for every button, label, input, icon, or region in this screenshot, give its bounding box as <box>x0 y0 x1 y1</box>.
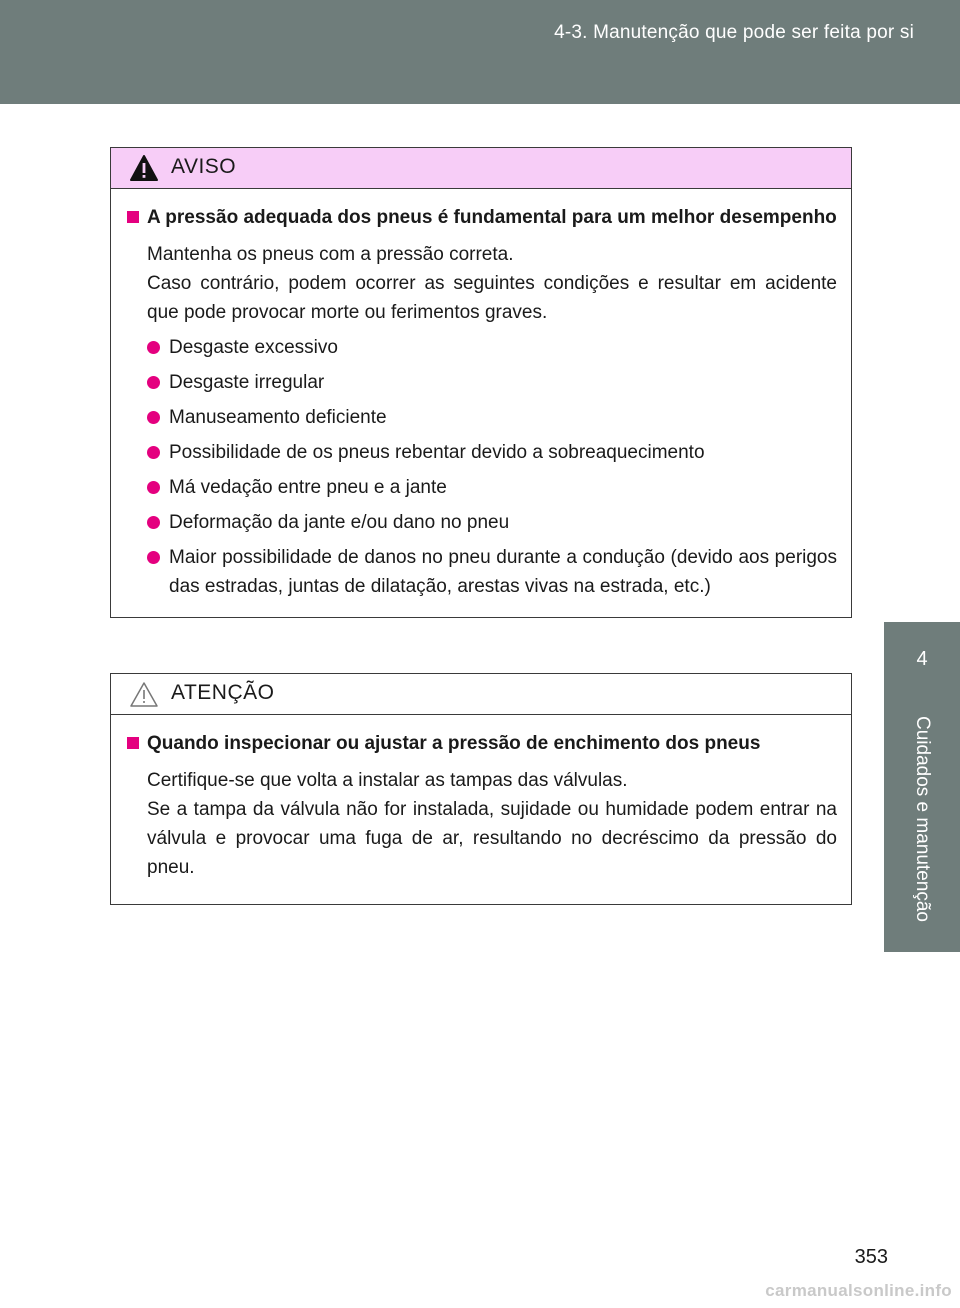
list-item-text: Desgaste irregular <box>169 372 325 393</box>
caution-paragraph: Se a tampa da válvula não for instalada, sujidade ou humidade podem entrar na válvula e provocar uma fuga de ar, resultando no decréscimo da pressão do pneu. <box>147 799 837 878</box>
warning-paragraph: Mantenha os pneus com a pressão correta. <box>147 244 514 265</box>
caution-heading-text: Quando inspecionar ou ajustar a pressão de enchimento dos pneus <box>147 733 761 754</box>
caution-box <box>110 673 852 905</box>
list-item-text: Desgaste excessivo <box>169 337 338 358</box>
list-item-text: Manuseamento deficiente <box>169 407 387 428</box>
caution-box-body <box>111 715 851 904</box>
warning-heading-text: A pressão adequada dos pneus é fundamental para um melhor desempenho <box>147 207 837 228</box>
list-item <box>127 438 837 467</box>
caution-paragraph: Certifique-se que volta a instalar as tampas das válvulas. <box>147 770 628 791</box>
warning-paragraph: Caso contrário, podem ocorrer as seguintes condições e resultar em acidente que pode provocar morte ou ferimentos graves. <box>147 273 837 323</box>
circle-bullet-icon <box>147 446 160 459</box>
list-item-text: Má vedação entre pneu e a jante <box>169 477 447 498</box>
warning-paragraphs <box>147 240 837 327</box>
header-bar <box>0 0 960 104</box>
caution-box-title: ATENÇÃO <box>171 681 275 704</box>
chapter-side-tab <box>884 622 960 952</box>
page-number: 353 <box>854 1246 888 1268</box>
list-item-text: Deformação da jante e/ou dano no pneu <box>169 512 510 533</box>
list-item-text: Maior possibilidade de danos no pneu durante a condução (devido aos perigos das estradas, juntas de dilatação, arestas vivas na estrada, etc.) <box>169 547 837 597</box>
warning-box-title: AVISO <box>171 155 237 178</box>
circle-bullet-icon <box>147 376 160 389</box>
warning-heading <box>127 203 837 232</box>
list-item <box>127 508 837 537</box>
circle-bullet-icon <box>147 481 160 494</box>
list-item-text: Possibilidade de os pneus rebentar devido a sobreaquecimento <box>169 442 705 463</box>
caution-box-header <box>111 674 851 715</box>
circle-bullet-icon <box>147 411 160 424</box>
list-item <box>127 368 837 397</box>
warning-bullet-list <box>127 333 837 601</box>
caution-paragraphs <box>147 766 837 882</box>
circle-bullet-icon <box>147 341 160 354</box>
warning-triangle-icon <box>129 154 159 182</box>
list-item <box>127 403 837 432</box>
chapter-label: Cuidados e manutenção <box>912 716 933 922</box>
watermark: carmanualsonline.info <box>765 1281 952 1300</box>
warning-box-body <box>111 189 851 617</box>
list-item <box>127 333 837 362</box>
square-bullet-icon <box>127 737 139 749</box>
circle-bullet-icon <box>147 516 160 529</box>
chapter-number: 4 <box>916 648 928 670</box>
list-item <box>127 473 837 502</box>
warning-triangle-outline-icon <box>129 680 159 708</box>
warning-box <box>110 147 852 618</box>
warning-box-header <box>111 148 851 189</box>
circle-bullet-icon <box>147 551 160 564</box>
square-bullet-icon <box>127 211 139 223</box>
section-title: 4-3. Manutenção que pode ser feita por si <box>554 22 914 43</box>
list-item <box>127 543 837 601</box>
caution-heading <box>127 729 837 758</box>
